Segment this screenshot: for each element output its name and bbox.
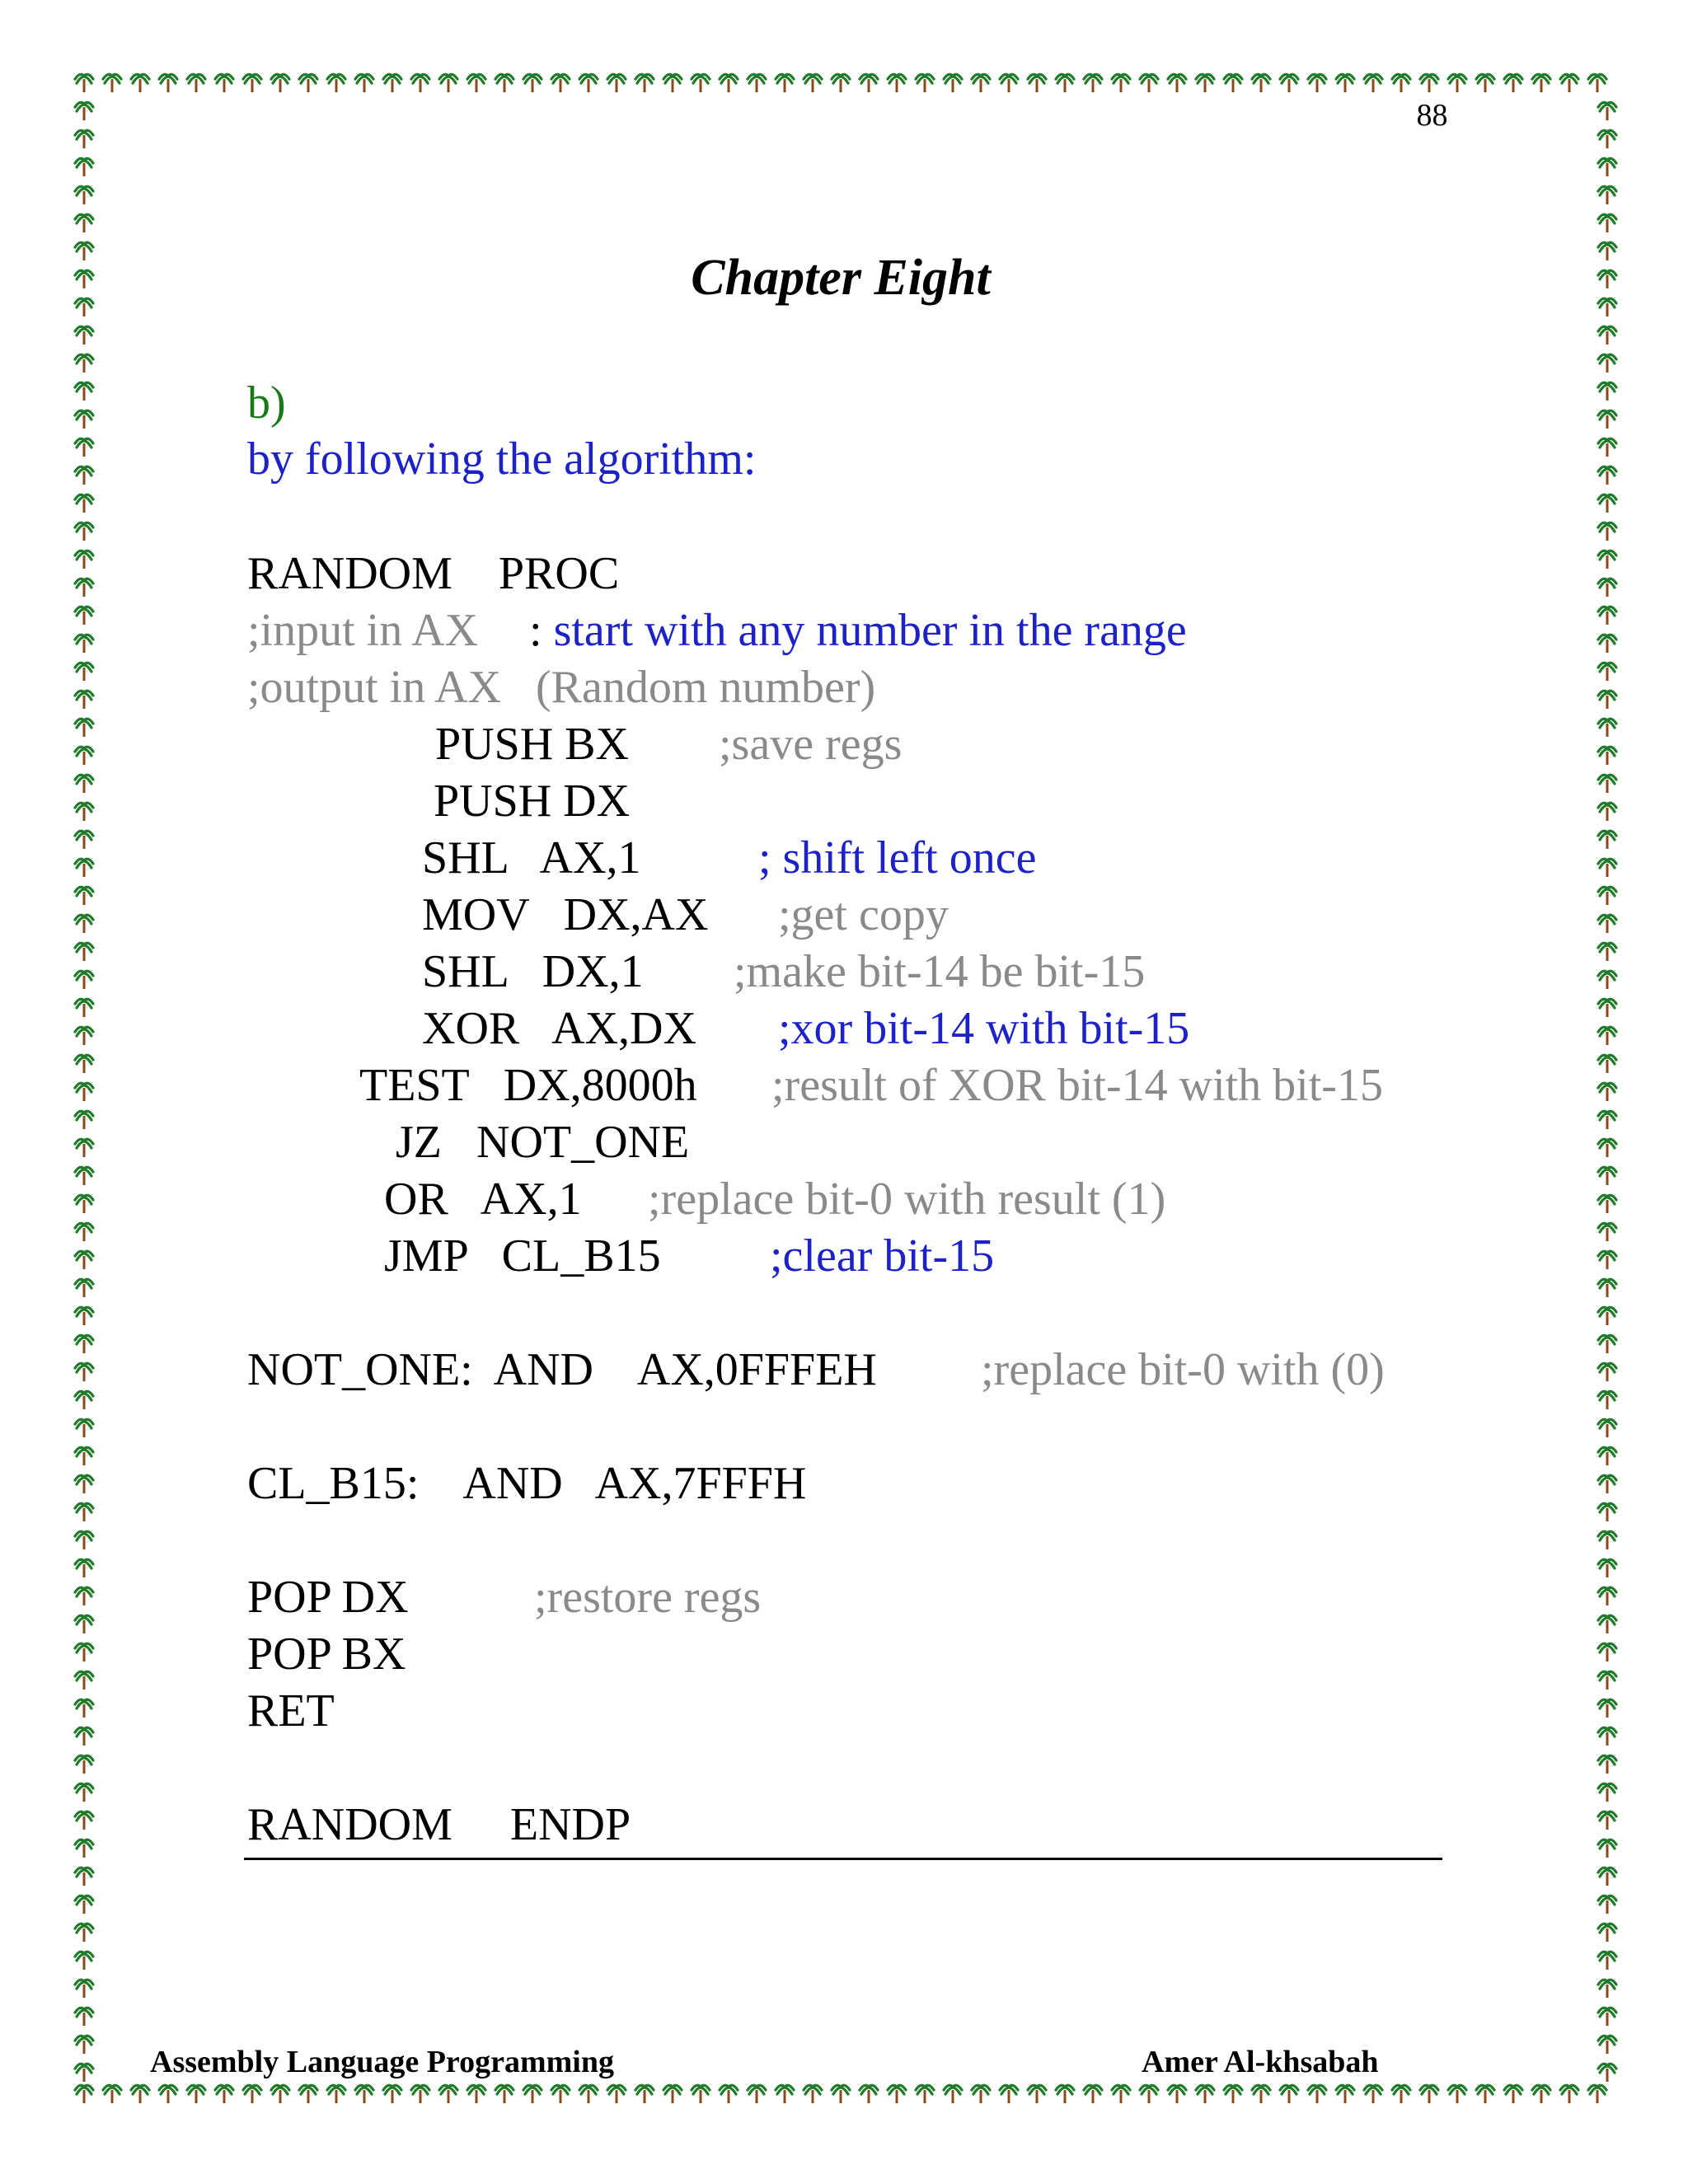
palm-ornament (75, 1251, 93, 1269)
palm-ornament (75, 1783, 93, 1802)
palm-ornament (75, 158, 93, 176)
palm-ornament (159, 2085, 177, 2103)
palm-ornament (1598, 354, 1616, 373)
palm-ornament (663, 74, 682, 92)
palm-ornament (1000, 74, 1018, 92)
palm-ornament (1168, 74, 1186, 92)
palm-ornament (271, 2085, 289, 2103)
palm-ornament (355, 2085, 373, 2103)
palm-ornament (1598, 1503, 1616, 1521)
palm-ornament (1598, 2036, 1616, 2054)
palm-ornament (1598, 1223, 1616, 1241)
palm-ornament (1598, 1868, 1616, 1886)
palm-ornament (75, 1335, 93, 1353)
palm-ornament (1392, 2085, 1410, 2103)
palm-ornament (75, 887, 93, 905)
palm-ornament (1598, 1167, 1616, 1185)
palm-ornament (1196, 74, 1214, 92)
palm-ornament (75, 326, 93, 344)
palm-ornament (1598, 1840, 1616, 1858)
palm-ornament (75, 1363, 93, 1381)
palm-ornament (1598, 1811, 1616, 1830)
palm-ornament (888, 2085, 906, 2103)
comment-output: ;output in AX (Random number) (247, 662, 876, 713)
palm-ornament (1598, 1251, 1616, 1269)
palm-ornament (75, 74, 93, 92)
code-cl-b15: CL_B15: AND AX,7FFFH (247, 1458, 807, 1509)
palm-ornament (1598, 1952, 1616, 1970)
palm-ornament (75, 2036, 93, 2054)
palm-ornament (1280, 74, 1298, 92)
palm-ornament (1084, 74, 1102, 92)
palm-ornament (75, 1027, 93, 1045)
palm-ornament (159, 74, 177, 92)
palm-ornament (1598, 326, 1616, 344)
palm-ornament (75, 1587, 93, 1605)
palm-ornament (720, 2085, 738, 2103)
palm-ornament (75, 1896, 93, 1914)
palm-ornament (75, 1671, 93, 1690)
palm-ornament (1336, 74, 1354, 92)
comment-make-bit: ;make bit-14 be bit-15 (734, 946, 1146, 997)
palm-ornament (607, 2085, 626, 2103)
palm-ornament (1598, 747, 1616, 765)
part-label: b) (247, 377, 286, 429)
palm-ornament (1598, 1139, 1616, 1157)
code-shl-ax: SHL AX,1 (422, 832, 641, 883)
palm-ornament (551, 74, 570, 92)
palm-ornament (187, 2085, 205, 2103)
palm-ornament (720, 74, 738, 92)
palm-ornament (1598, 1671, 1616, 1690)
palm-ornament (972, 2085, 990, 2103)
palm-ornament (411, 2085, 429, 2103)
palm-ornament (1598, 410, 1616, 429)
palm-ornament (1598, 438, 1616, 457)
palm-ornament (75, 1755, 93, 1774)
palm-ornament (1420, 74, 1438, 92)
palm-ornament (1598, 607, 1616, 625)
palm-ornament (1598, 691, 1616, 709)
palm-ornament (1448, 74, 1466, 92)
palm-ornament (1598, 859, 1616, 877)
palm-ornament (75, 102, 93, 120)
palm-ornament (75, 971, 93, 989)
palm-ornament (1364, 74, 1382, 92)
palm-ornament (75, 635, 93, 653)
palm-ornament (1598, 186, 1616, 204)
palm-ornament (75, 1223, 93, 1241)
palm-ornament (75, 747, 93, 765)
palm-ornament (75, 1699, 93, 1718)
palm-ornament (1598, 1363, 1616, 1381)
palm-ornament (1598, 1643, 1616, 1661)
palm-ornament (1598, 999, 1616, 1017)
palm-ornament (215, 2085, 233, 2103)
palm-ornament (1598, 635, 1616, 653)
palm-ornament (1560, 74, 1578, 92)
code-push-dx: PUSH DX (434, 776, 631, 827)
comment-shift-left: ; shift left once (758, 832, 1037, 883)
palm-ornament (1598, 1391, 1616, 1409)
palm-ornament (75, 915, 93, 933)
palm-ornament (1280, 2085, 1298, 2103)
palm-ornament (1598, 158, 1616, 176)
code-pop-dx: POP DX (247, 1572, 409, 1623)
comment-result-xor: ;result of XOR bit-14 with bit-15 (771, 1060, 1383, 1111)
palm-ornament (776, 2085, 794, 2103)
palm-ornament (1168, 2085, 1186, 2103)
palm-ornament (299, 74, 317, 92)
comment-replace-0: ;replace bit-0 with (0) (981, 1344, 1385, 1395)
palm-ornament (75, 466, 93, 485)
palm-ornament (1504, 74, 1522, 92)
palm-ornament (75, 494, 93, 513)
comment-xor: ;xor bit-14 with bit-15 (778, 1003, 1190, 1054)
palm-ornament (75, 691, 93, 709)
comment-clear-bit: ;clear bit-15 (770, 1230, 995, 1282)
palm-ornament (75, 1055, 93, 1073)
palm-ornament (1598, 382, 1616, 401)
palm-ornament (75, 2008, 93, 2026)
footer-left: Assembly Language Programming (150, 2045, 614, 2079)
palm-ornament (1112, 74, 1130, 92)
palm-ornament (579, 2085, 598, 2103)
palm-ornament (75, 859, 93, 877)
palm-ornament (75, 1195, 93, 1213)
code-line-proc: RANDOM PROC (247, 548, 620, 599)
palm-ornament (75, 1447, 93, 1465)
palm-ornament (692, 74, 710, 92)
palm-ornament (1598, 579, 1616, 597)
palm-ornament (75, 1167, 93, 1185)
palm-ornament (1598, 1896, 1616, 1914)
palm-ornament (75, 1840, 93, 1858)
palm-ornament (131, 74, 149, 92)
palm-ornament (75, 354, 93, 373)
palm-ornament (75, 1559, 93, 1577)
palm-ornament (1598, 1615, 1616, 1633)
palm-ornament (1448, 2085, 1466, 2103)
code-ret: RET (247, 1685, 335, 1736)
code-pop-bx: POP BX (247, 1629, 406, 1680)
palm-ornament (75, 551, 93, 569)
palm-ornament (1598, 775, 1616, 793)
palm-ornament (75, 1643, 93, 1661)
palm-ornament (1598, 1279, 1616, 1297)
palm-ornament (1598, 1587, 1616, 1605)
palm-ornament (1140, 2085, 1158, 2103)
palm-ornament (635, 2085, 654, 2103)
palm-ornament (75, 1279, 93, 1297)
palm-ornament (75, 2064, 93, 2082)
palm-ornament (663, 2085, 682, 2103)
palm-ornament (299, 2085, 317, 2103)
palm-ornament (692, 2085, 710, 2103)
palm-ornament (1224, 2085, 1242, 2103)
palm-ornament (1598, 1924, 1616, 1942)
palm-ornament (1000, 2085, 1018, 2103)
comment-save-regs: ;save regs (719, 719, 903, 770)
colon: : (529, 605, 542, 656)
palm-ornament (1598, 494, 1616, 513)
palm-ornament (75, 1980, 93, 1998)
palm-ornament (1598, 915, 1616, 933)
palm-ornament (916, 74, 934, 92)
palm-ornament (1598, 1083, 1616, 1101)
palm-ornament (1598, 1699, 1616, 1718)
palm-ornament (75, 1811, 93, 1830)
palm-ornament (75, 579, 93, 597)
palm-ornament (75, 382, 93, 401)
code-xor: XOR AX,DX (422, 1003, 696, 1054)
palm-ornament (1598, 1111, 1616, 1129)
palm-ornament (1056, 74, 1074, 92)
palm-ornament (1308, 74, 1326, 92)
palm-ornament (1224, 74, 1242, 92)
palm-ornament (1084, 2085, 1102, 2103)
palm-ornament (1598, 943, 1616, 961)
chapter-title-text: Chapter Eight (691, 250, 991, 306)
palm-ornament (75, 410, 93, 429)
palm-ornament (1598, 1335, 1616, 1353)
palm-ornament (75, 214, 93, 232)
palm-ornament (75, 803, 93, 821)
palm-ornament (75, 1615, 93, 1633)
comment-get-copy: ;get copy (778, 889, 949, 940)
palm-ornament (75, 1868, 93, 1886)
palm-ornament (75, 1139, 93, 1157)
code-test: TEST DX,8000h (359, 1060, 697, 1111)
palm-ornament (523, 74, 542, 92)
code-push-bx: PUSH BX (435, 719, 629, 770)
palm-ornament (888, 74, 906, 92)
palm-ornament (1598, 1475, 1616, 1493)
palm-ornament (551, 2085, 570, 2103)
palm-ornament (1560, 2085, 1578, 2103)
comment-range-text: start with any number in the range (542, 605, 1187, 656)
code-mov-dx-ax: MOV DX,AX (422, 889, 709, 940)
palm-ornament (1364, 2085, 1382, 2103)
palm-ornament (1532, 74, 1550, 92)
palm-ornament (1598, 1307, 1616, 1325)
palm-ornament (75, 607, 93, 625)
palm-ornament (832, 74, 850, 92)
palm-ornament (1420, 2085, 1438, 2103)
palm-ornament (1598, 803, 1616, 821)
palm-ornament (1140, 74, 1158, 92)
palm-ornament (1308, 2085, 1326, 2103)
palm-ornament (944, 74, 962, 92)
palm-ornament (1588, 2085, 1606, 2103)
code-jmp: JMP CL_B15 (384, 1230, 661, 1282)
palm-ornament (103, 2085, 121, 2103)
palm-ornament (75, 438, 93, 457)
intro-text: by following the algorithm: (247, 434, 757, 485)
comment-replace-1: ;replace bit-0 with result (1) (648, 1174, 1166, 1225)
palm-ornament (1598, 1755, 1616, 1774)
palm-ornament (383, 2085, 401, 2103)
palm-ornament (75, 1419, 93, 1437)
palm-ornament (579, 74, 598, 92)
palm-ornament (271, 74, 289, 92)
palm-ornament (860, 74, 878, 92)
palm-ornament (75, 1503, 93, 1521)
palm-ornament (1598, 887, 1616, 905)
palm-ornament (1598, 2064, 1616, 2082)
comment-input-range (529, 603, 1187, 658)
palm-ornament (467, 2085, 485, 2103)
comment-restore-regs: ;restore regs (534, 1572, 762, 1623)
palm-ornament (75, 1111, 93, 1129)
palm-ornament (187, 74, 205, 92)
palm-ornament (1598, 1727, 1616, 1746)
palm-ornament (748, 74, 766, 92)
palm-ornament (916, 2085, 934, 2103)
palm-ornament (1598, 523, 1616, 541)
palm-ornament (1598, 1055, 1616, 1073)
code-shl-dx: SHL DX,1 (422, 946, 644, 997)
chapter-title (0, 249, 1688, 307)
palm-ornament (75, 775, 93, 793)
palm-ornament (75, 999, 93, 1017)
palm-ornament (1598, 719, 1616, 737)
palm-ornament (75, 523, 93, 541)
palm-ornament (1598, 102, 1616, 120)
palm-ornament (1598, 1531, 1616, 1549)
palm-ornament (75, 719, 93, 737)
palm-ornament (103, 74, 121, 92)
palm-ornament (75, 1952, 93, 1970)
comment-input: ;input in AX (247, 605, 479, 656)
palm-ornament (1598, 466, 1616, 485)
palm-ornament (1598, 1195, 1616, 1213)
palm-ornament (607, 74, 626, 92)
palm-ornament (75, 1531, 93, 1549)
palm-ornament (832, 2085, 850, 2103)
palm-ornament (1252, 74, 1270, 92)
palm-ornament (1598, 2008, 1616, 2026)
code-or: OR AX,1 (384, 1174, 582, 1225)
palm-ornament (944, 2085, 962, 2103)
palm-ornament (1112, 2085, 1130, 2103)
palm-ornament (1392, 74, 1410, 92)
palm-ornament (1598, 1559, 1616, 1577)
palm-ornament (75, 831, 93, 849)
palm-ornament (215, 74, 233, 92)
palm-ornament (75, 130, 93, 148)
palm-ornament (1598, 971, 1616, 989)
palm-ornament (1532, 2085, 1550, 2103)
palm-ornament (1476, 74, 1494, 92)
palm-ornament (131, 2085, 149, 2103)
palm-ornament (75, 1475, 93, 1493)
palm-ornament (495, 2085, 513, 2103)
palm-ornament (75, 2085, 93, 2103)
palm-ornament (748, 2085, 766, 2103)
palm-ornament (972, 74, 990, 92)
palm-ornament (75, 186, 93, 204)
palm-ornament (1598, 130, 1616, 148)
palm-ornament (75, 1727, 93, 1746)
palm-ornament (1598, 1783, 1616, 1802)
palm-ornament (1476, 2085, 1494, 2103)
palm-ornament (1336, 2085, 1354, 2103)
code-jz: JZ NOT_ONE (396, 1117, 690, 1168)
palm-ornament (1598, 1980, 1616, 1998)
palm-ornament (383, 74, 401, 92)
palm-ornament (1598, 1027, 1616, 1045)
palm-ornament (495, 74, 513, 92)
palm-ornament (776, 74, 794, 92)
palm-ornament (243, 74, 261, 92)
palm-ornament (327, 2085, 345, 2103)
palm-ornament (860, 2085, 878, 2103)
palm-ornament (804, 74, 822, 92)
palm-ornament (1028, 74, 1046, 92)
palm-ornament (1598, 551, 1616, 569)
palm-ornament (75, 663, 93, 681)
code-not-one: NOT_ONE: AND AX,0FFFEH (247, 1344, 877, 1395)
palm-ornament (635, 74, 654, 92)
palm-ornament (411, 74, 429, 92)
palm-ornament (75, 1083, 93, 1101)
palm-ornament (1056, 2085, 1074, 2103)
palm-ornament (1504, 2085, 1522, 2103)
palm-ornament (1598, 1447, 1616, 1465)
palm-ornament (327, 74, 345, 92)
palm-ornament (75, 1924, 93, 1942)
palm-ornament (1028, 2085, 1046, 2103)
palm-ornament (243, 2085, 261, 2103)
palm-ornament (1598, 831, 1616, 849)
palm-ornament (523, 2085, 542, 2103)
palm-ornament (75, 943, 93, 961)
palm-ornament (1598, 663, 1616, 681)
palm-ornament (75, 1391, 93, 1409)
footer-right: Amer Al-khsabah (1142, 2045, 1379, 2079)
code-endp: RANDOM ENDP (247, 1799, 631, 1850)
page-number: 88 (1416, 98, 1448, 133)
palm-ornament (1598, 1419, 1616, 1437)
bottom-rule (244, 1858, 1442, 1860)
palm-ornament (467, 74, 485, 92)
palm-ornament (75, 1307, 93, 1325)
palm-ornament (439, 2085, 457, 2103)
palm-ornament (1598, 214, 1616, 232)
palm-ornament (439, 74, 457, 92)
palm-ornament (355, 74, 373, 92)
palm-ornament (804, 2085, 822, 2103)
palm-ornament (1252, 2085, 1270, 2103)
palm-ornament (1196, 2085, 1214, 2103)
palm-ornament (1588, 74, 1606, 92)
